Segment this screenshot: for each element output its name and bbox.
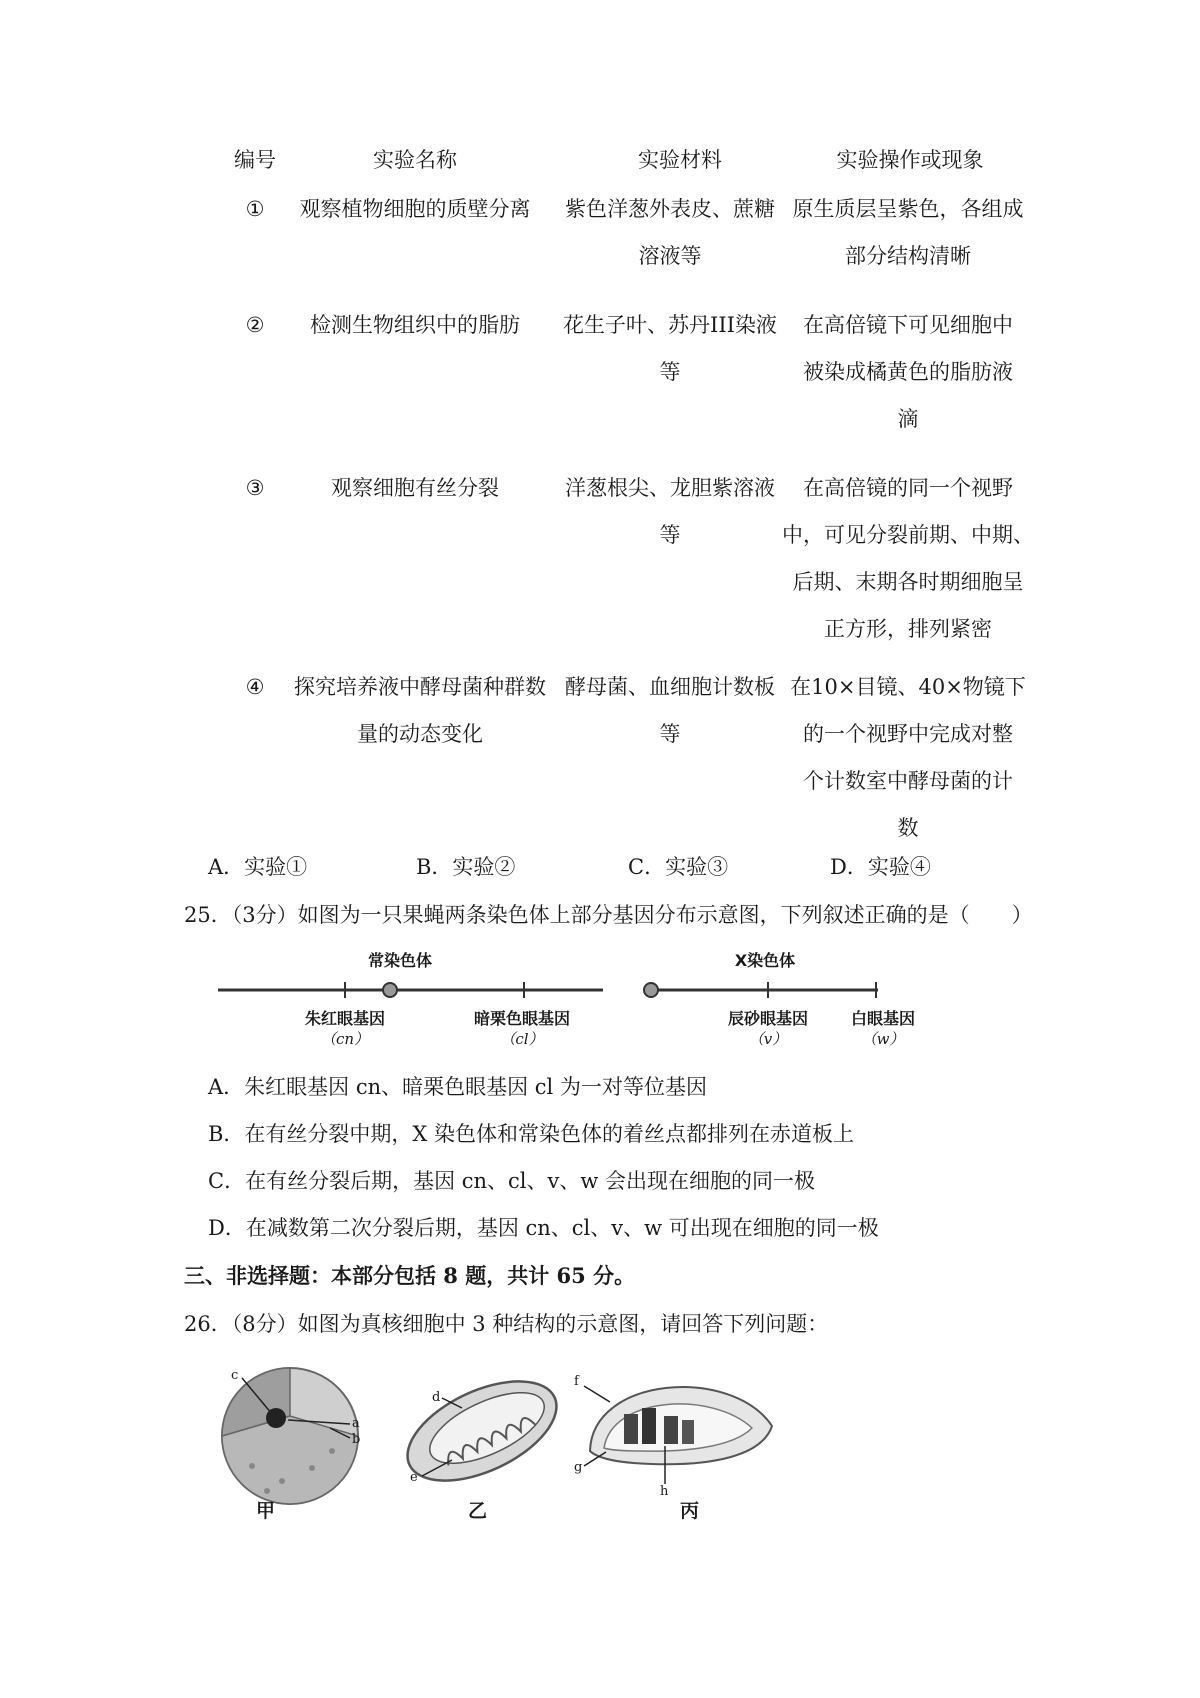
gene-cn-label: 朱红眼基因 — [304, 1009, 385, 1028]
label-d: d — [432, 1390, 441, 1405]
label-a: a — [352, 1416, 360, 1431]
row-1-operation-line1: 原生质层呈紫色，各组成 — [792, 197, 1024, 221]
row-3-number: ③ — [245, 476, 265, 500]
q24-option-c[interactable]: C．实验③ — [628, 855, 729, 879]
label-g: g — [574, 1460, 583, 1475]
row-2-material-line1: 花生子叶、苏丹III染液 — [563, 313, 777, 337]
header-experiment-material: 实验材料 — [638, 148, 722, 172]
q26-stem: 26．（8分）如图为真核细胞中 3 种结构的示意图，请回答下列问题： — [184, 1312, 829, 1336]
row-4-material-line2: 等 — [659, 722, 681, 746]
row-2-name: 检测生物组织中的脂肪 — [310, 313, 520, 337]
gene-cl-label: 暗栗色眼基因 — [473, 1009, 570, 1028]
chromosome-figure — [210, 948, 930, 1048]
label-e: e — [410, 1470, 418, 1485]
cell-structures-diagram — [212, 1356, 792, 1524]
gene-v-symbol: （v） — [748, 1030, 788, 1048]
row-1-material-line1: 紫色洋葱外表皮、蔗糖 — [565, 197, 775, 221]
row-2-operation-line3: 滴 — [897, 407, 919, 431]
q25-stem: 25．（3分）如图为一只果蝇两条染色体上部分基因分布示意图，下列叙述正确的是（ ） — [184, 903, 1033, 927]
row-4-operation-line3: 个计数室中酵母菌的计 — [803, 769, 1013, 793]
row-4-operation-line1: 在10×目镜、40×物镜下 — [790, 675, 1026, 699]
q24-option-d[interactable]: D．实验④ — [830, 855, 931, 879]
row-1-number: ① — [245, 197, 265, 221]
label-h: h — [660, 1484, 669, 1499]
mitochondrion-drawing — [393, 1361, 572, 1501]
gene-w-symbol: （w） — [861, 1030, 905, 1048]
q25-option-c[interactable]: C．在有丝分裂后期，基因 cn、cl、v、w 会出现在细胞的同一极 — [208, 1169, 816, 1193]
q25-option-b[interactable]: B．在有丝分裂中期，X 染色体和常染色体的着丝点都排列在赤道板上 — [208, 1122, 855, 1146]
caption-bing: 丙 — [680, 1500, 700, 1522]
row-3-name: 观察细胞有丝分裂 — [331, 476, 499, 500]
q24-option-b[interactable]: B．实验② — [416, 855, 516, 879]
row-2-operation-line1: 在高倍镜下可见细胞中 — [803, 313, 1013, 337]
q25-option-d[interactable]: D．在减数第二次分裂后期，基因 cn、cl、v、w 可出现在细胞的同一极 — [208, 1216, 879, 1240]
caption-yi: 乙 — [468, 1500, 488, 1522]
gene-w-label: 白眼基因 — [850, 1009, 915, 1028]
row-3-operation-line2: 中，可见分裂前期、中期、 — [782, 523, 1034, 547]
chloroplast-drawing — [584, 1386, 772, 1484]
autosome-title: 常染色体 — [367, 951, 432, 970]
autosome-centromere — [383, 983, 397, 997]
q25-option-a[interactable]: A．朱红眼基因 cn、暗栗色眼基因 cl 为一对等位基因 — [208, 1075, 707, 1099]
section-3-heading: 三、非选择题：本部分包括 8 题，共计 65 分。 — [184, 1263, 636, 1288]
row-1-name: 观察植物细胞的质壁分离 — [299, 197, 531, 221]
q24-option-a[interactable]: A．实验① — [208, 855, 308, 879]
label-f: f — [574, 1374, 579, 1389]
caption-jia: 甲 — [256, 1500, 276, 1522]
row-1-material-line2: 溶液等 — [638, 244, 702, 268]
header-experiment-name: 实验名称 — [373, 148, 457, 172]
row-2-number: ② — [245, 313, 265, 337]
gene-cl-symbol: （cl） — [500, 1030, 544, 1048]
cell-structures-figure — [212, 1356, 792, 1524]
row-2-operation-line2: 被染成橘黄色的脂肪液 — [803, 360, 1013, 384]
row-4-operation-line2: 的一个视野中完成对整 — [803, 722, 1013, 746]
row-3-material-line1: 洋葱根尖、龙胆紫溶液 — [565, 476, 775, 500]
x-centromere — [644, 983, 658, 997]
row-3-operation-line4: 正方形，排列紧密 — [824, 617, 992, 641]
row-4-operation-line4: 数 — [897, 816, 919, 840]
label-b: b — [352, 1432, 361, 1447]
row-4-name-line1: 探究培养液中酵母菌种群数 — [294, 675, 546, 699]
header-number: 编号 — [234, 148, 276, 172]
label-c: c — [231, 1368, 239, 1383]
row-1-operation-line2: 部分结构清晰 — [845, 244, 971, 268]
x-chromosome-title: X染色体 — [734, 951, 796, 970]
row-3-material-line2: 等 — [659, 523, 681, 547]
nucleus-drawing — [222, 1368, 361, 1504]
gene-cn-symbol: （cn） — [320, 1030, 370, 1048]
header-experiment-operation: 实验操作或现象 — [836, 148, 984, 172]
row-3-operation-line1: 在高倍镜的同一个视野 — [803, 476, 1013, 500]
row-4-material-line1: 酵母菌、血细胞计数板 — [565, 675, 775, 699]
gene-v-label: 辰砂眼基因 — [727, 1009, 808, 1028]
row-2-material-line2: 等 — [659, 360, 681, 384]
row-3-operation-line3: 后期、末期各时期细胞呈 — [792, 570, 1024, 594]
row-4-name-line2: 量的动态变化 — [357, 722, 483, 746]
row-4-number: ④ — [245, 675, 265, 699]
